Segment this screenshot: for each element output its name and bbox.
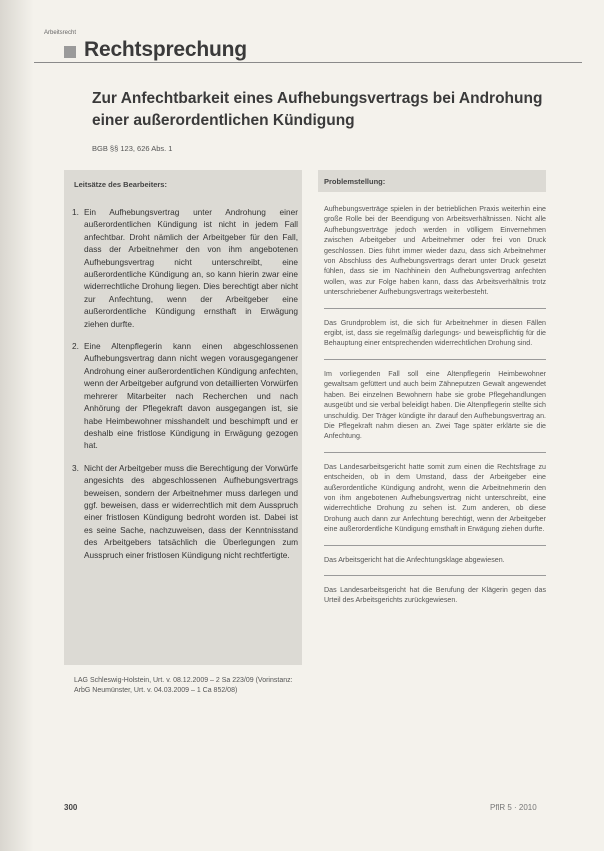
problem-heading: Problemstellung: [324, 177, 386, 186]
paragraph-divider [324, 359, 546, 360]
problem-paragraph: Das Grundproblem ist, die sich für Arbeitnehmer in diesen Fällen ergibt, ist, dass sie regelmäßig darlegungs- und beweispflichtig für die Behauptung einer entsprechenden widerrechtlichen Drohung sind. [324, 318, 546, 348]
law-reference: BGB §§ 123, 626 Abs. 1 [92, 144, 173, 153]
paragraph-divider [324, 545, 546, 546]
leitsatz-number: 3. [72, 462, 79, 473]
paragraph-divider [324, 452, 546, 453]
leitsaetze-heading: Leitsätze des Bearbeiters: [74, 180, 167, 189]
problem-paragraphs [324, 204, 546, 616]
problem-paragraph: Das Arbeitsgericht hat die Anfechtungsklage abgewiesen. [324, 555, 505, 564]
leitsatz-text: Ein Aufhebungsvertrag unter Androhung einer außerordentlichen Kündigung ist nicht in jedem Fall anfechtbar. Droht nämlich der Arbeitgeber für den Fall, dass der Arbeitnehmer den von ihm angebotenen Aufhebungsvertrag nicht unterschreibt, eine außerordentliche Kündigung an, so kann hierin zwar eine widerrechtliche Drohung liegen. Dies berechtigt aber nicht zur Anfechtung, wenn der Arbeitgeber eine außerordentliche Kündigung ernsthaft in Erwägung ziehen durfte. [84, 207, 298, 329]
leitsaetze-list [72, 206, 298, 571]
problem-paragraph: Das Landesarbeitsgericht hat die Berufung der Klägerin gegen das Urteil des Arbeitsgerichts zurückgewiesen. [324, 585, 546, 605]
problem-paragraph: Im vorliegenden Fall soll eine Altenpflegerin Heimbewohner gewaltsam gefüttert und auch beim Zähneputzen Gewalt angewendet haben. Bei einzelnen Bewohnern habe sie grobe Pflegehandlungen ausgeübt und sie verbal beleidigt haben. Die Altenpflegerin stellte sich unschuldig. Der Träger kündigte ihr darauf den Aufhebungsvertrag an. Die Pflegekraft nahm diesen an. Zwei Tage später erklärte sie die Anfechtung. [324, 369, 546, 441]
leitsatz-text: Eine Altenpflegerin kann einen abgeschlossenen Aufhebungsvertrag dann nicht wegen vorausgegangener Androhung einer außerordentlichen Kündigung anfechten, wenn der Arbeitgeber aufgrund von detaillierten Vorwürfen mehrerer Mitarbeiter nach Recherchen und nach Anhörung der Pflegekraft davon ausgegangen ist, sie habe Heimbewohner misshandelt und beschimpft und er deshalb eine fristlose Kündigung in Erwägung gezogen hat. [84, 341, 299, 451]
rubric-divider [34, 62, 582, 63]
page-binding-shadow [0, 0, 34, 851]
issue-label: PflR 5 · 2010 [490, 803, 537, 812]
rubric-square-icon [64, 46, 76, 58]
leitsatz-number: 1. [72, 207, 79, 217]
problem-paragraph: Aufhebungsverträge spielen in der betrieblichen Praxis weiterhin eine große Rolle bei der Beendigung von Arbeitsverhältnissen. Nicht alle Aufhebungsverträge jedoch werden in völligem Einvernehmen zwischen Arbeitgeber und Arbeitnehmer oder frei von Druck geschlossen. Dies führt immer wieder dazu, dass sich Arbeitnehmer von Abschluss des Aufhebungsvertrags derart unter Druck gesetzt fühlen, dass sie im Nachhinein den Aufhebungsvertrag anfechten wollen, was zur Folge haben kann, dass das Arbeitsverhältnis trotz unterschriebener Aufhebungsvertrags weiterbesteht. [324, 205, 546, 297]
paragraph-divider [324, 308, 546, 309]
leitsatz-number: 2. [72, 341, 79, 352]
paragraph-divider [324, 575, 546, 576]
leitsatz-item [72, 340, 298, 452]
rubric-title: Rechtsprechung [84, 38, 247, 61]
case-citation: LAG Schleswig-Holstein, Urt. v. 08.12.2009 – 2 Sa 223/09 (Vorinstanz: ArbG Neumünster, Urt. v. 04.03.2009 – 1 Ca 852/08) [74, 677, 293, 694]
leitsatz-text: Nicht der Arbeitgeber muss die Berechtigung der Vorwürfe angesichts des abgeschlossenen Aufhebungsvertrags beweisen, sondern der Arbeitnehmer muss darlegen und ggf. beweisen, dass er widerrechtlich mit dem Ausspruch einer fristlosen Kündigung bedroht worden ist. Dabei ist es seine Sache, nachzuweisen, dass der Kenntnisstand des Arbeitgebers tatsächlich die Überlegungen zum Ausspruch einer fristlosen Kündigung nicht rechtfertigte. [84, 462, 298, 560]
article-headline: Zur Anfechtbarkeit eines Aufhebungsvertrags bei Androhung einer außerordentlichen Kündigung [92, 90, 543, 129]
problem-paragraph: Das Landesarbeitsgericht hatte somit zum einen die Rechtsfrage zu entscheiden, ob in dem Umstand, dass der Arbeitgeber eine außerordentliche Kündigung androht, wenn die Arbeitnehmerin den von ihm angebotenen Aufhebungsvertrag nicht unterschreibt, eine widerrechtliche Drohung zu sehen ist. Zum anderen, ob diese Drohung auch dann zur Anfechtung berechtigt, wenn der Arbeitgeber eine außerordentliche Kündigung ernsthaft in Erwägung ziehen durfte. [324, 462, 546, 534]
leitsatz-item [72, 462, 298, 561]
page-number: 300 [64, 803, 78, 812]
leitsatz-item [72, 206, 298, 330]
rubric-small-label: Arbeitsrecht [44, 30, 77, 36]
